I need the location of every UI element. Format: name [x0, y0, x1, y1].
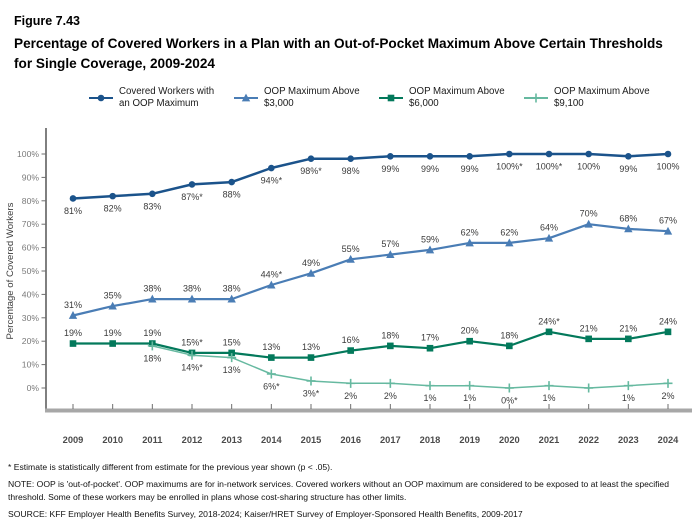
series-marker-circle — [308, 155, 315, 162]
legend-item — [523, 86, 658, 110]
data-label: 24%* — [538, 316, 560, 327]
data-label: 18% — [500, 330, 519, 341]
data-label: 62% — [500, 227, 519, 238]
data-label: 55% — [341, 243, 360, 254]
data-label: 15%* — [181, 337, 203, 348]
data-label: 16% — [341, 335, 360, 346]
data-label: 17% — [420, 332, 440, 343]
legend-item — [378, 86, 513, 110]
series-marker-circle — [70, 195, 77, 202]
y-axis-title: Percentage of Covered Workers — [5, 202, 16, 340]
data-label: 15% — [222, 337, 241, 348]
series-marker-circle — [585, 151, 592, 158]
series-marker-circle — [466, 153, 473, 160]
series-marker-square — [625, 336, 632, 343]
legend-label: OOP Maximum Above $3,000 — [264, 86, 360, 109]
data-label: 44%* — [260, 269, 283, 280]
data-label: 99% — [381, 163, 400, 174]
x-tick-label: 2009 — [62, 435, 84, 445]
x-tick-label: 2018 — [419, 435, 441, 445]
series-marker-square — [308, 354, 315, 361]
legend-marker-triangle-icon — [233, 91, 259, 105]
x-tick-label: 2010 — [102, 435, 124, 445]
data-label: 13% — [262, 342, 281, 353]
footnote-note: NOTE: OOP is 'out-of-pocket'. OOP maximums are for in-network services. Covered workers without an OOP maximum are considered to be exposed to at least the specified threshold. Some of these workers may be enrolled in plans whose cost-sharing structure has other limits. — [8, 478, 669, 502]
data-label: 100% — [656, 161, 680, 172]
title-block — [14, 14, 686, 74]
data-label: 94%* — [260, 175, 283, 186]
data-label: 81% — [63, 205, 83, 216]
data-label: 24% — [658, 316, 678, 327]
figure-number: Figure 7.43 — [14, 14, 80, 28]
data-label: 38% — [182, 283, 202, 294]
data-label: 82% — [103, 203, 122, 214]
series-marker-square — [466, 338, 473, 345]
x-tick-label: 2012 — [181, 435, 203, 445]
data-label: 6%* — [263, 381, 280, 392]
series-marker-circle — [347, 155, 354, 162]
footnotes — [8, 461, 692, 524]
series-marker-circle — [268, 165, 275, 172]
series-marker-circle — [506, 151, 513, 158]
data-label: 31% — [63, 299, 83, 310]
series-marker-square — [388, 95, 395, 102]
data-label: 88% — [222, 189, 241, 200]
y-tick-label: 80% — [21, 195, 39, 206]
series-marker-square — [546, 329, 553, 336]
series-marker-circle — [625, 153, 632, 160]
legend-label: OOP Maximum Above $9,100 — [554, 86, 650, 109]
legend-label: Covered Workers with an OOP Maximum — [119, 86, 215, 109]
series-marker-plus — [307, 376, 316, 385]
data-label: 1% — [423, 393, 437, 404]
series-marker-circle — [387, 153, 394, 160]
data-label: 0%* — [501, 395, 518, 406]
y-tick-label: 60% — [21, 242, 39, 253]
series-marker-square — [268, 354, 275, 361]
y-tick-label: 40% — [21, 289, 39, 300]
x-tick-label: 2013 — [221, 435, 243, 445]
y-tick-label: 70% — [21, 219, 39, 230]
series-marker-circle — [98, 95, 105, 102]
data-label: 57% — [381, 239, 400, 250]
data-label: 19% — [103, 328, 122, 339]
series-marker-plus — [624, 381, 633, 390]
y-tick-label: 20% — [21, 336, 39, 347]
data-label: 100%* — [535, 161, 563, 172]
data-label: 83% — [143, 201, 162, 212]
data-label: 64% — [539, 222, 559, 233]
legend-label: OOP Maximum Above $6,000 — [409, 86, 505, 109]
data-label: 1% — [542, 393, 556, 404]
chart-area — [0, 125, 698, 455]
x-tick-label: 2022 — [578, 435, 600, 445]
legend-marker-circle-icon — [88, 91, 114, 105]
x-tick-label: 2020 — [498, 435, 520, 445]
y-tick-label: 90% — [21, 172, 39, 183]
series-marker-plus — [386, 379, 395, 388]
series-marker-square — [665, 329, 672, 336]
y-tick-label: 50% — [21, 266, 39, 276]
legend-item — [233, 86, 368, 110]
chart-canvas — [0, 125, 698, 455]
series-marker-plus — [426, 381, 435, 390]
data-label: 2% — [661, 390, 675, 401]
data-label: 99% — [460, 163, 479, 174]
data-label: 99% — [420, 163, 440, 174]
legend-marker-square-icon — [378, 91, 404, 105]
data-label: 62% — [460, 227, 479, 238]
series-marker-plus — [505, 384, 514, 393]
footnote-asterisk: * Estimate is statistically different from estimate for the previous year shown (p < .05). — [8, 462, 333, 472]
series-marker-circle — [427, 153, 434, 160]
series-marker-circle — [546, 151, 553, 158]
y-tick-label: 30% — [21, 312, 39, 323]
series-marker-circle — [228, 179, 235, 186]
series-marker-circle — [109, 193, 116, 200]
x-tick-label: 2019 — [459, 435, 481, 445]
data-label: 13% — [222, 365, 241, 376]
data-label: 68% — [619, 213, 638, 224]
series-marker-plus — [267, 369, 276, 378]
series-line — [73, 224, 668, 315]
series-marker-plus — [532, 94, 541, 103]
x-tick-label: 2014 — [260, 435, 282, 445]
data-label: 70% — [579, 208, 598, 219]
y-tick-label: 10% — [21, 359, 39, 370]
data-label: 67% — [658, 215, 678, 226]
series-marker-square — [387, 343, 394, 350]
data-label: 1% — [463, 393, 477, 404]
x-tick-label: 2011 — [142, 435, 163, 445]
data-label: 2% — [383, 390, 397, 401]
legend — [88, 86, 668, 110]
data-label: 59% — [420, 234, 440, 245]
series-marker-circle — [149, 190, 156, 197]
data-label: 1% — [621, 393, 635, 404]
data-label: 21% — [619, 323, 638, 334]
legend-item — [88, 86, 223, 110]
data-label: 18% — [143, 353, 162, 364]
series-marker-plus — [664, 379, 673, 388]
series-marker-circle — [189, 181, 196, 188]
series-marker-square — [70, 340, 77, 347]
data-label: 2% — [344, 390, 358, 401]
x-tick-label: 2015 — [300, 435, 322, 445]
x-tick-label: 2021 — [538, 435, 560, 445]
series-marker-square — [347, 347, 354, 354]
data-label: 20% — [460, 325, 479, 336]
series-marker-plus — [584, 384, 593, 393]
legend-marker-plus-icon — [523, 91, 549, 105]
data-label: 35% — [103, 290, 122, 301]
x-tick-label: 2024 — [657, 435, 679, 445]
data-label: 38% — [143, 283, 162, 294]
data-label: 98% — [341, 166, 360, 177]
y-tick-label: 0% — [26, 383, 39, 393]
data-label: 49% — [301, 257, 321, 268]
x-tick-label: 2016 — [340, 435, 362, 445]
series-line — [73, 332, 668, 358]
data-label: 13% — [301, 342, 321, 353]
data-label: 100%* — [496, 161, 523, 172]
y-tick-label: 100% — [17, 149, 39, 159]
x-tick-label: 2017 — [379, 435, 401, 445]
data-label: 14%* — [181, 362, 203, 373]
series-marker-plus — [346, 379, 355, 388]
data-label: 18% — [381, 330, 400, 341]
x-tick-label: 2023 — [617, 435, 639, 445]
series-marker-circle — [665, 151, 672, 158]
data-label: 38% — [222, 283, 241, 294]
series-marker-square — [109, 340, 116, 347]
data-label: 21% — [579, 323, 598, 334]
data-label: 98%* — [300, 166, 322, 177]
series-marker-plus — [465, 381, 474, 390]
data-label: 19% — [63, 328, 83, 339]
series-marker-square — [585, 336, 592, 343]
data-label: 19% — [143, 328, 162, 339]
series-marker-plus — [545, 381, 554, 390]
footnote-source: SOURCE: KFF Employer Health Benefits Survey, 2018-2024; Kaiser/HRET Survey of Employer-Sponsored Health Benefits, 2009-2017 — [8, 508, 523, 519]
series-marker-square — [506, 343, 513, 350]
data-label: 100% — [577, 161, 601, 172]
series-marker-square — [427, 345, 434, 352]
data-label: 99% — [619, 163, 638, 174]
data-label: 87%* — [181, 191, 203, 202]
page-title: Percentage of Covered Workers in a Plan with an Out-of-Pocket Maximum Above Certain Thresholds for Single Coverage, 2009-2024 — [14, 36, 663, 71]
data-label: 3%* — [302, 388, 320, 399]
